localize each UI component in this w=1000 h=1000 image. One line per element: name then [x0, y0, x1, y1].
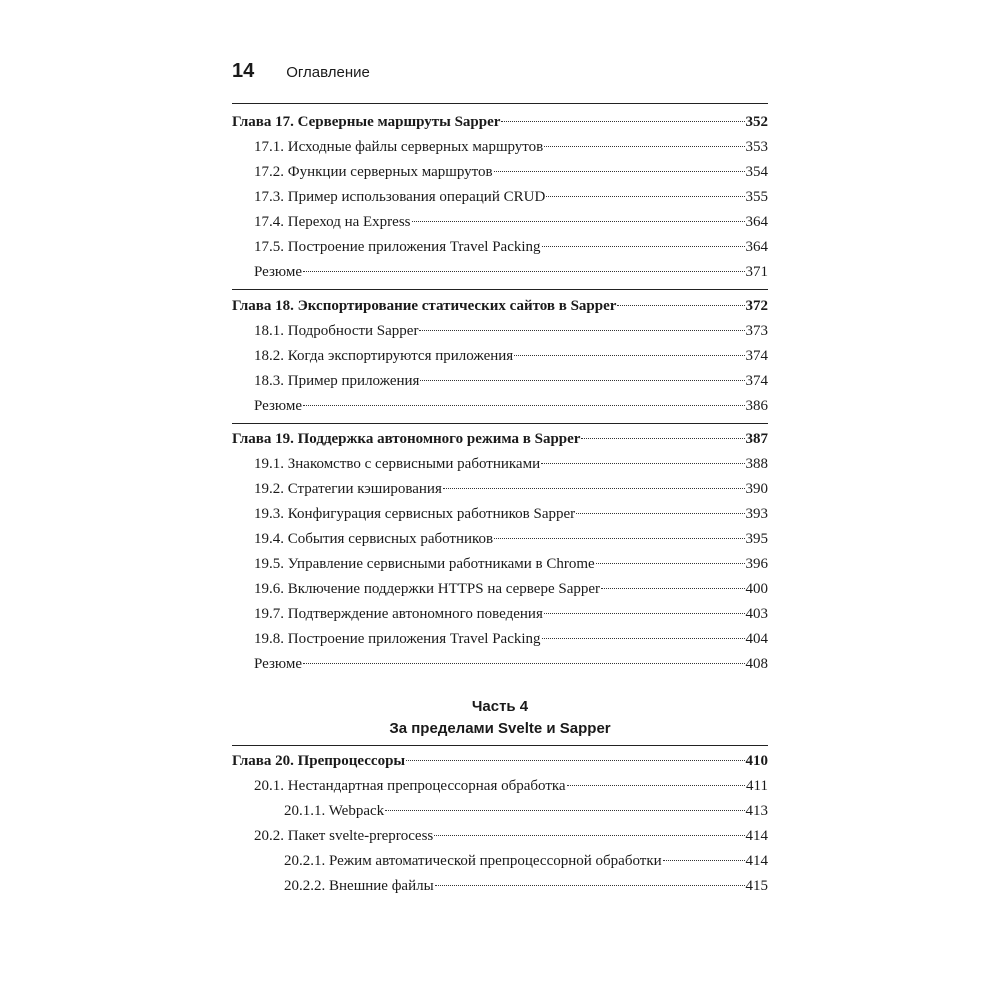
toc-page: 364	[745, 239, 768, 255]
toc-title: 18.1. Подробности Sapper	[254, 323, 419, 339]
toc-title: Резюме	[254, 264, 303, 280]
toc-page: 372	[745, 298, 768, 314]
toc-title: 20.1. Нестандартная препроцессорная обработка	[254, 778, 566, 794]
dot-leader	[406, 760, 744, 761]
toc-page: 388	[745, 456, 768, 472]
toc-title: Глава 18. Экспортирование статических сайтов в Sapper	[232, 298, 617, 314]
toc-title: Глава 20. Препроцессоры	[232, 753, 406, 769]
toc-summary[interactable]	[232, 261, 768, 283]
toc-section[interactable]	[232, 161, 768, 183]
toc-title: 17.4. Переход на Express	[254, 214, 411, 230]
toc-page: 396	[745, 556, 768, 572]
toc-page: 353	[745, 139, 768, 155]
toc-section[interactable]	[232, 603, 768, 625]
toc-page: 386	[745, 398, 768, 414]
toc-page: 374	[745, 373, 768, 389]
toc-section[interactable]	[232, 503, 768, 525]
dot-leader	[542, 638, 745, 639]
toc-chapter-17[interactable]	[232, 111, 768, 133]
toc-title: 19.4. События сервисных работников	[254, 531, 494, 547]
toc-title: 19.1. Знакомство с сервисными работниками	[254, 456, 541, 472]
toc-section[interactable]	[232, 578, 768, 600]
dot-leader	[420, 380, 744, 381]
toc-title: Глава 17. Серверные маршруты Sapper	[232, 114, 501, 130]
toc-page: 410	[745, 753, 768, 769]
toc-page: 415	[745, 878, 768, 894]
dot-leader	[443, 488, 745, 489]
part-divider	[232, 745, 768, 746]
toc-title: 19.7. Подтверждение автономного поведения	[254, 606, 543, 622]
toc-title: 19.8. Построение приложения Travel Packing	[254, 631, 541, 647]
toc-page: 413	[745, 803, 768, 819]
dot-leader	[494, 538, 744, 539]
toc-title: 19.6. Включение поддержки HTTPS на сервере Sapper	[254, 581, 601, 597]
page-header	[232, 60, 370, 83]
chapter-divider	[232, 423, 768, 424]
toc-page: 352	[745, 114, 768, 130]
toc-title: 17.1. Исходные файлы серверных маршрутов	[254, 139, 544, 155]
toc-page: 403	[745, 606, 768, 622]
page-number: 14	[232, 60, 255, 82]
toc-section[interactable]	[232, 345, 768, 367]
toc-title: 20.1.1. Webpack	[284, 803, 385, 819]
toc-page: 390	[745, 481, 768, 497]
toc-section[interactable]	[232, 628, 768, 650]
toc-page: 393	[745, 506, 768, 522]
dot-leader	[541, 463, 744, 464]
toc-section[interactable]	[232, 370, 768, 392]
running-title: Оглавление	[286, 64, 370, 81]
toc-section[interactable]	[232, 211, 768, 233]
toc-chapter-19[interactable]	[232, 428, 768, 450]
dot-leader	[544, 146, 744, 147]
toc-summary[interactable]	[232, 653, 768, 675]
toc-page: 411	[746, 778, 768, 794]
chapter-divider	[232, 289, 768, 290]
toc-title: Резюме	[254, 398, 303, 414]
toc-subsection[interactable]	[232, 875, 768, 897]
toc-title: Резюме	[254, 656, 303, 672]
dot-leader	[385, 810, 744, 811]
toc-summary[interactable]	[232, 395, 768, 417]
toc-title: 20.2.1. Режим автоматической препроцессорной обработки	[284, 853, 662, 869]
toc-title: 18.3. Пример приложения	[254, 373, 420, 389]
toc-subsection[interactable]	[232, 850, 768, 872]
header-rule	[232, 103, 768, 104]
toc-page: 354	[745, 164, 768, 180]
toc-title: Глава 19. Поддержка автономного режима в Sapper	[232, 431, 581, 447]
toc-title: 18.2. Когда экспортируются приложения	[254, 348, 514, 364]
dot-leader	[576, 513, 744, 514]
part-title: За пределами Svelte и Sapper	[389, 720, 611, 737]
dot-leader	[419, 330, 744, 331]
toc-title: 17.2. Функции серверных маршрутов	[254, 164, 493, 180]
toc-page: 373	[745, 323, 768, 339]
toc-section[interactable]	[232, 528, 768, 550]
toc-page: 387	[745, 431, 768, 447]
dot-leader	[494, 171, 745, 172]
toc-subsection[interactable]	[232, 800, 768, 822]
toc-title: 20.2. Пакет svelte-preprocess	[254, 828, 434, 844]
dot-leader	[542, 246, 745, 247]
dot-leader	[303, 271, 744, 272]
dot-leader	[412, 221, 745, 222]
toc-page: 355	[745, 189, 768, 205]
toc-page: 371	[745, 264, 768, 280]
part-label: Часть 4	[471, 698, 529, 715]
dot-leader	[303, 405, 744, 406]
toc-page: 414	[745, 828, 768, 844]
toc-section[interactable]	[232, 478, 768, 500]
dot-leader	[596, 563, 745, 564]
toc-section[interactable]	[232, 775, 768, 797]
toc-page: 414	[745, 853, 768, 869]
toc-title: 19.2. Стратегии кэширования	[254, 481, 442, 497]
dot-leader	[544, 613, 745, 614]
toc-section[interactable]	[232, 453, 768, 475]
dot-leader	[434, 835, 744, 836]
toc-title: 20.2.2. Внешние файлы	[284, 878, 434, 894]
dot-leader	[501, 121, 744, 122]
dot-leader	[567, 785, 745, 786]
toc-chapter-18[interactable]	[232, 295, 768, 317]
dot-leader	[546, 196, 744, 197]
toc-section[interactable]	[232, 553, 768, 575]
toc-page: 408	[745, 656, 768, 672]
toc-title: 19.5. Управление сервисными работниками в Chrome	[254, 556, 595, 572]
toc-section[interactable]	[232, 136, 768, 158]
toc-page: 404	[745, 631, 768, 647]
toc-page: 395	[745, 531, 768, 547]
toc-page: 400	[745, 581, 768, 597]
toc-section[interactable]	[232, 236, 768, 258]
dot-leader	[663, 860, 745, 861]
dot-leader	[514, 355, 744, 356]
toc-title: 17.5. Построение приложения Travel Packing	[254, 239, 541, 255]
toc-title: 17.3. Пример использования операций CRUD	[254, 189, 546, 205]
toc-page: 364	[745, 214, 768, 230]
toc-title: 19.3. Конфигурация сервисных работников Sapper	[254, 506, 576, 522]
dot-leader	[617, 305, 744, 306]
toc-chapter-20[interactable]	[232, 750, 768, 772]
dot-leader	[581, 438, 744, 439]
toc-section[interactable]	[232, 825, 768, 847]
dot-leader	[435, 885, 745, 886]
toc-page: 374	[745, 348, 768, 364]
dot-leader	[303, 663, 744, 664]
toc-section[interactable]	[232, 186, 768, 208]
dot-leader	[601, 588, 744, 589]
toc-section[interactable]	[232, 320, 768, 342]
